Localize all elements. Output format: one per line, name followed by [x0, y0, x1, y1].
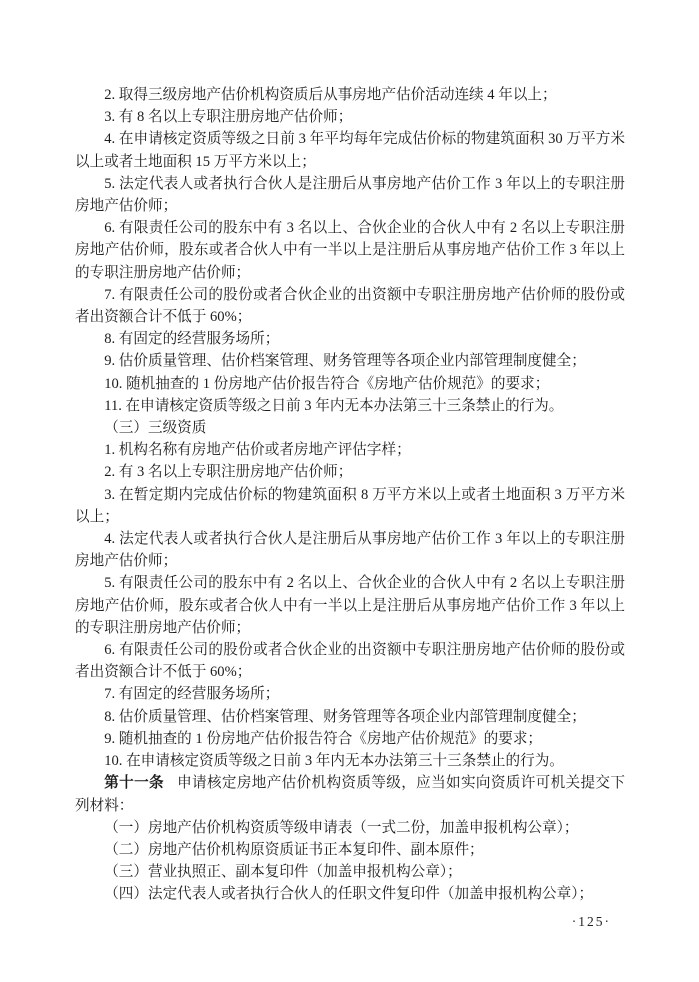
document-body	[75, 84, 625, 906]
paragraph: 6. 有限责任公司的股东中有 3 名以上、合伙企业的合伙人中有 2 名以上专职注册房地产估价师，股东或者合伙人中有一半以上是注册后从事房地产估价工作 3 年以上的专职注册房地产估价师；	[75, 220, 625, 281]
paragraph: 11. 在申请核定资质等级之日前 3 年内无本办法第三十三条禁止的行为。	[104, 397, 564, 414]
paragraph: 第十一条 申请核定房地产估价机构资质等级，应当如实向资质许可机关提交下列材料：	[75, 775, 625, 814]
paragraph: 8. 估价质量管理、估价档案管理、财务管理等各项企业内部管理制度健全；	[104, 708, 586, 725]
paragraph: （四）法定代表人或者执行合伙人的任职文件复印件（加盖申报机构公章）；	[104, 886, 594, 903]
paragraph: 10. 在申请核定资质等级之日前 3 年内无本办法第三十三条禁止的行为。	[104, 753, 564, 770]
article-number: 第十一条	[104, 775, 164, 792]
paragraph: 4. 在申请核定资质等级之日前 3 年平均每年完成估价标的物建筑面积 30 万平方米以上或者土地面积 15 万平方米以上；	[75, 131, 625, 170]
paragraph: 1. 机构名称有房地产估价或者房地产评估字样；	[104, 442, 411, 459]
paragraph: （一）房地产估价机构资质等级申请表（一式二份，加盖申报机构公章）；	[104, 819, 579, 836]
paragraph: 3. 在暂定期内完成估价标的物建筑面积 8 万平方米以上或者土地面积 3 万平方米以上；	[75, 486, 625, 525]
paragraph: 3. 有 8 名以上专职注册房地产估价师；	[104, 109, 353, 126]
paragraph: 9. 估价质量管理、估价档案管理、财务管理等各项企业内部管理制度健全；	[104, 353, 586, 370]
paragraph: 9. 随机抽查的 1 份房地产估价报告符合《房地产估价规范》的要求；	[104, 730, 543, 747]
paragraph: 7. 有固定的经营服务场所；	[104, 686, 280, 703]
paragraph: 7. 有限责任公司的股份或者合伙企业的出资额中专职注册房地产估价师的股份或者出资额合计不低于 60%；	[75, 286, 625, 326]
paragraph: 2. 取得三级房地产估价机构资质后从事房地产估价活动连续 4 年以上；	[104, 87, 557, 103]
paragraph: 10. 随机抽查的 1 份房地产估价报告符合《房地产估价规范》的要求；	[104, 375, 550, 392]
paragraph: 4. 法定代表人或者执行合伙人是注册后从事房地产估价工作 3 年以上的专职注册房地产估价师；	[75, 531, 625, 570]
paragraph: （二）房地产估价机构原资质证书正本复印件、副本原件；	[104, 841, 484, 858]
paragraph: 6. 有限责任公司的股份或者合伙企业的出资额中专职注册房地产估价师的股份或者出资额合计不低于 60%；	[75, 642, 625, 681]
paragraph: （三）营业执照正、副本复印件（加盖申报机构公章）；	[104, 864, 462, 881]
page-number: ·125·	[571, 914, 611, 929]
paragraph: 5. 法定代表人或者执行合伙人是注册后从事房地产估价工作 3 年以上的专职注册房地产估价师；	[75, 175, 625, 215]
paragraph: 2. 有 3 名以上专职注册房地产估价师；	[104, 464, 353, 481]
paragraph: 5. 有限责任公司的股东中有 2 名以上、合伙企业的合伙人中有 2 名以上专职注册房地产估价师，股东或者合伙人中有一半以上是注册后从事房地产估价工作 3 年以上的专职注册房地产估价师；	[75, 575, 625, 636]
paragraph: （三）三级资质	[104, 420, 207, 437]
paragraph: 8. 有固定的经营服务场所；	[104, 331, 280, 348]
